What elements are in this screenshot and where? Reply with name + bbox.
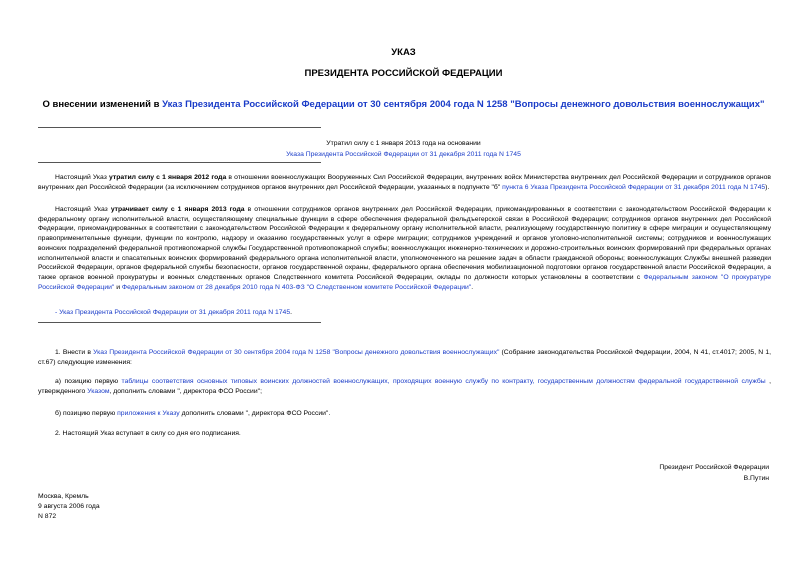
note-text: в отношении военнослужащих Вооруженных Сил Российской Федерации, внутренних войск Министерства внутренних дел Российской Федерации и сотрудников органов внутренних дел Российской Федерации (за исключением сотрудников органов внутренних дел Российской Федерации, указанных в подпункте "б" — [38, 174, 771, 191]
signature-name: В.Путин — [743, 475, 769, 482]
decree-heading: УКАЗ — [391, 47, 416, 58]
divider — [38, 162, 321, 163]
signature-title: Президент Российской Федерации — [659, 464, 769, 471]
note-text: . — [290, 309, 293, 316]
note-paragraph-3 — [55, 308, 771, 318]
note-text: в отношении сотрудников органов внутренних дел Российской Федерации, прикомандированных в соответствии с законодательством Российской Федерации к федеральному органу исполнительной власти, осуществляющему специальные функции в сфере обеспечения федеральной фельдъегерской связи в Российской Федерации; сотрудников органов внутренних дел Российской Федерации, прикомандированных в соответствии с законодательством Российской Федерации к федеральному органу исполнительной власти, реализующему государственную политику в сфере миграции и осуществляющему правоприменительные функции, функции по контролю, надзору и оказанию государственных услуг в сфере миграции; сотрудников учреждений и органов уголовно-исполнительной системы; сотрудников и военнослужащих воинских подразделений федеральной противопожарной службы Государственной противопожарной службы; военнослужащих инженерно-технических и дорожно-строительных воинских формирований при федеральных органах исполнительной власти и спасательных воинских формирований федерального органа исполнительной власти, уполномоченного на решение задач в области гражданской обороны; военнослужащих Службы внешней разведки Российской Федерации, органов федеральной службы безопасности, органов государственной охраны, федерального органа обеспечения мобилизационной подготовки органов государственной власти Российской Федерации, а также органов военной прокуратуры и военных следственных органов Следственного комитета Российской Федерации, оклады по должности которых установлены в соответствии с — [38, 206, 771, 281]
divider — [38, 322, 321, 323]
lost-force-line: Утратил силу с 1 января 2013 года на основании — [326, 140, 481, 147]
note-text: и — [114, 283, 122, 291]
note-link[interactable]: - Указ Президента Российской Федерации от 31 декабря 2011 года N 1745 — [55, 309, 291, 316]
item-link[interactable]: Указом — [87, 387, 110, 395]
note-paragraph-1 — [38, 173, 771, 192]
decree-title — [0, 99, 807, 110]
divider — [38, 127, 321, 128]
note-text: ). — [765, 183, 770, 191]
item-text: дополнить словами ", директора ФСО России". — [179, 410, 331, 417]
note-link[interactable]: пункта 6 Указа Президента Российской Федерации от 31 декабря 2011 года N 1745 — [502, 183, 766, 191]
item-text: (Собрание законодательства Российской Федерации, 2004, N 41, ст.4017; 2005, N 1, ст.67) следующие изменения: — [38, 349, 771, 366]
item-link[interactable]: Указ Президента Российской Федерации от 30 сентября 2004 года N 1258 "Вопросы денежного довольствия военнослужащих" — [93, 349, 500, 356]
item-text: 1. Внести в — [55, 349, 94, 356]
note-link[interactable]: Федеральным законом "О прокуратуре Российской Федерации" — [38, 273, 771, 291]
item-text: б) позицию первую — [55, 410, 118, 417]
title-link[interactable]: Указ Президента Российской Федерации от 30 сентября 2004 года N 1258 "Вопросы денежного довольствия военнослужащих" — [162, 99, 765, 110]
note-bold: утрачивает силу с 1 января 2013 года — [110, 206, 245, 213]
item-a — [38, 377, 771, 396]
decree-number: N 872 — [38, 513, 57, 520]
lost-force-link[interactable]: Указа Президента Российской Федерации от 31 декабря 2011 года N 1745 — [286, 151, 521, 158]
place-city: Москва, Кремль — [38, 493, 89, 500]
item-text: , утвержденного — [38, 378, 771, 395]
note-link[interactable]: Федеральным законом от 28 декабря 2010 года N 403-ФЗ "О Следственном комитете Российской Федерации" — [121, 283, 472, 291]
president-heading: ПРЕЗИДЕНТА РОССИЙСКОЙ ФЕДЕРАЦИИ — [304, 68, 503, 79]
item-b — [38, 409, 771, 419]
item-2: 2. Настоящий Указ вступает в силу со дня его подписания. — [55, 430, 241, 437]
lost-force-note — [0, 138, 807, 160]
signature-block — [659, 462, 769, 484]
title-prefix: О внесении изменений в — [42, 99, 163, 110]
note-bold: утратил силу с 1 января 2012 года — [109, 174, 227, 181]
place-date-block — [38, 492, 100, 522]
place-date: 9 августа 2006 года — [38, 503, 100, 510]
note-text: Настоящий Указ — [55, 174, 109, 181]
note-paragraph-2 — [38, 205, 771, 292]
item-text: а) позицию первую — [55, 378, 122, 385]
item-1 — [38, 348, 771, 367]
item-link[interactable]: приложения к Указу — [117, 410, 180, 417]
note-text: . — [471, 283, 474, 291]
item-text: , дополнить словами ", директора ФСО России"; — [109, 387, 262, 395]
note-text: Настоящий Указ — [55, 206, 111, 213]
item-link[interactable]: таблицы соответствия основных типовых воинских должностей военнослужащих, проходящих военную службу по контракту, государственным должностям федеральной государственной службы — [121, 378, 766, 385]
